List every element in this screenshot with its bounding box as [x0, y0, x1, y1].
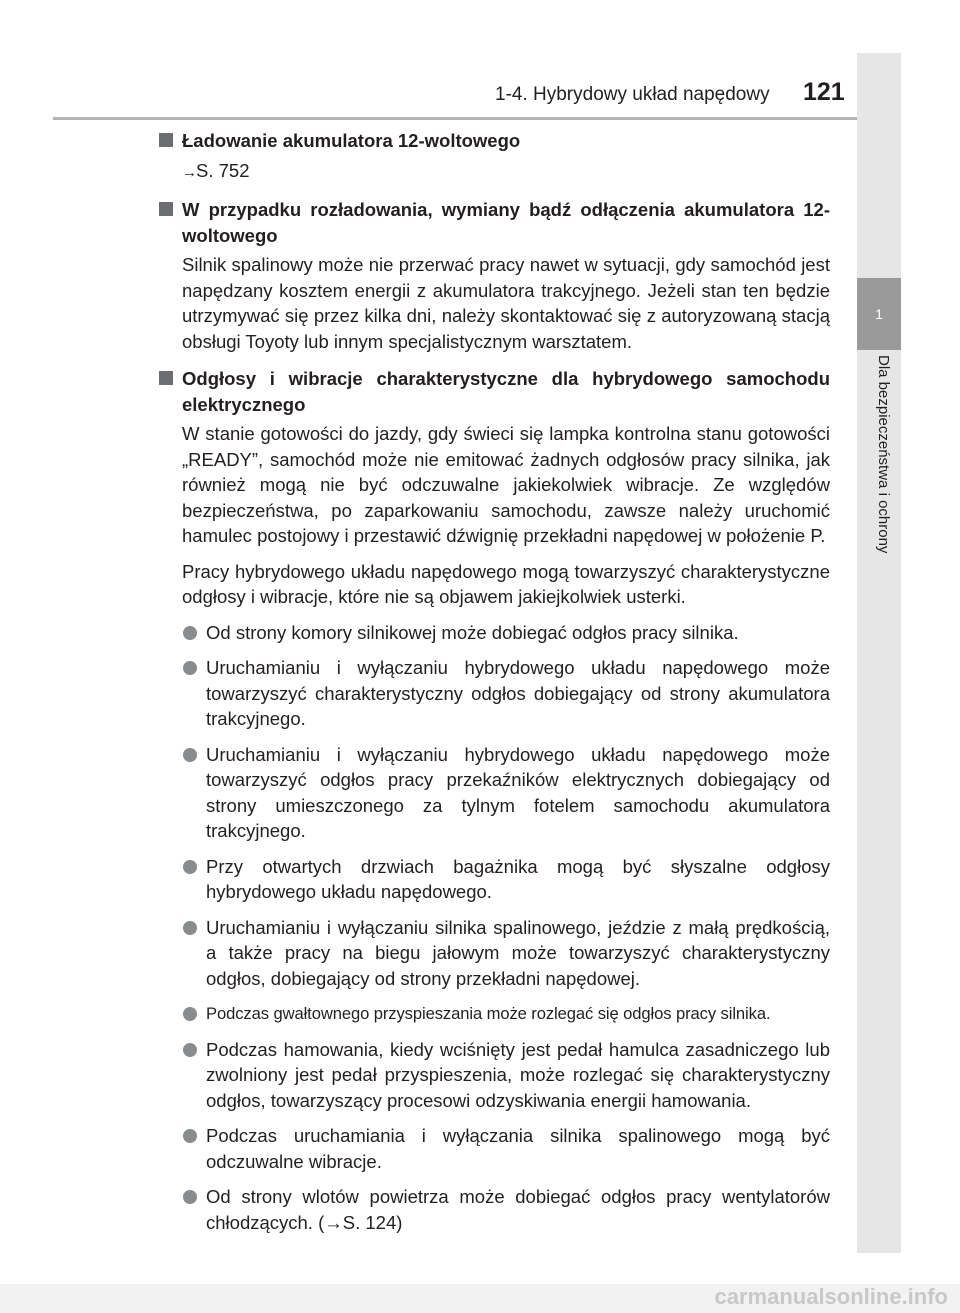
section-heading — [158, 128, 830, 154]
bullet-list — [158, 620, 830, 1236]
list-item-text: Uruchamianiu i wyłączaniu hybrydowego układu napędowego może towarzyszyć charakterystyczny odgłos dobiegający od strony akumulatora trakcyjnego. — [206, 657, 830, 729]
watermark-bar — [0, 1284, 960, 1313]
section-heading-text: Ładowanie akumulatora 12-woltowego — [182, 130, 521, 151]
page-number: 121 — [803, 78, 845, 106]
list-item — [158, 854, 830, 905]
list-item-text: Podczas hamowania, kiedy wciśnięty jest pedał hamulca zasadniczego lub zwolniony jest pedał przyspieszenia, może rozlegać się charakterystyczny odgłos, towarzyszący procesowi odzyskiwania energii hamowania. — [206, 1038, 830, 1111]
section-charging — [158, 128, 830, 185]
round-bullet-icon — [183, 860, 197, 874]
list-item-text: Uruchamianiu i wyłączaniu silnika spalinowego, jeździe z małą prędkością, a także pracy na biegu jałowym może towarzyszyć charakterystyczny odgłos, dobiegający od strony przekładni napędowej. — [206, 916, 830, 989]
section-body: Silnik spalinowy może nie przerwać pracy nawet w sytuacji, gdy samochód jest napędzany kosztem energii z akumulatora trakcyjnego. Jeżeli stan ten będzie utrzymywać się przez kilka dni, należy skontaktować się z autoryzowaną stacją obsługi Toyoty lub innym specjalistycznym warsztatem. — [182, 254, 830, 352]
list-item — [158, 915, 830, 992]
list-item-text: Uruchamianiu i wyłączaniu hybrydowego układu napędowego może towarzyszyć odgłos pracy przekaźników elektrycznych dobiegający od strony umieszczonego za tylnym fotelem samochodu akumulatora trakcyjnego. — [206, 743, 830, 841]
list-item — [158, 655, 830, 732]
list-item — [158, 1184, 830, 1235]
round-bullet-icon — [183, 748, 197, 762]
section-body: Pracy hybrydowego układu napędowego mogą towarzyszyć charakterystyczne odgłosy i wibracje, które nie są objawem jakiejkolwiek usterki. — [182, 560, 830, 607]
list-item — [158, 1123, 830, 1174]
list-item — [158, 742, 830, 844]
round-bullet-icon — [183, 921, 197, 935]
list-item-text: Od strony komory silnikowej może dobiegać odgłos pracy silnika. — [206, 621, 739, 643]
section-noises — [158, 366, 830, 1235]
section-body: W stanie gotowości do jazdy, gdy świeci się lampka kontrolna stanu gotowości „READY”, samochód może nie emitować żadnych odgłosów pracy silnika, jak również mogą nie być odczuwalne jakiekolwiek wibracje. Ze względów bezpieczeństwa, po zaparkowaniu samochodu, zawsze należy uruchomić hamulec postojowy i przestawić dźwignię przekładni napędowej w położenie P. — [182, 423, 830, 546]
list-item-text: Przy otwartych drzwiach bagażnika mogą być słyszalne odgłosy hybrydowego układu napędowego. — [206, 855, 830, 902]
square-bullet-icon — [159, 133, 173, 147]
section-heading-text: Odgłosy i wibracje charakterystyczne dla hybrydowego samochodu elektrycznego — [182, 368, 830, 415]
section-heading — [158, 366, 830, 417]
page-reference[interactable] — [158, 158, 830, 186]
section-heading — [158, 197, 830, 248]
round-bullet-icon — [183, 626, 197, 640]
round-bullet-icon — [183, 1129, 197, 1143]
square-bullet-icon — [159, 371, 173, 385]
round-bullet-icon — [183, 661, 197, 675]
list-item-text: Podczas gwałtownego przyspieszania może rozlegać się odgłos pracy silnika. — [206, 1004, 771, 1023]
side-tab-label: Dla bezpieczeństwa i ochrony — [875, 355, 892, 554]
round-bullet-icon — [183, 1043, 197, 1057]
list-item — [158, 1001, 830, 1027]
list-item-text: Od strony wlotów powietrza może dobiegać odgłos pracy wentylatorów chłodzących. (→S. 124) — [206, 1186, 830, 1233]
header-title: 1-4. Hybrydowy układ napędowy — [495, 84, 770, 105]
round-bullet-icon — [183, 1190, 197, 1204]
section-discharge — [158, 197, 830, 354]
section-heading-text: W przypadku rozładowania, wymiany bądź odłączenia akumulatora 12-woltowego — [182, 199, 830, 246]
list-item-text: Podczas uruchamiania i wyłączania silnika spalinowego mogą być odczuwalne wibracje. — [206, 1125, 830, 1172]
list-item — [158, 620, 830, 646]
side-tab-chapter[interactable]: 1 — [857, 278, 901, 350]
header-divider — [53, 117, 857, 120]
page-reference-text: S. 752 — [196, 159, 250, 181]
square-bullet-icon — [159, 202, 173, 216]
list-item — [158, 1037, 830, 1114]
watermark-text: carmanualsonline.info — [714, 1284, 948, 1309]
round-bullet-icon — [183, 1007, 197, 1021]
arrow-right-icon: → — [182, 163, 197, 181]
content — [158, 128, 830, 1247]
side-tab-strip — [857, 53, 901, 1253]
